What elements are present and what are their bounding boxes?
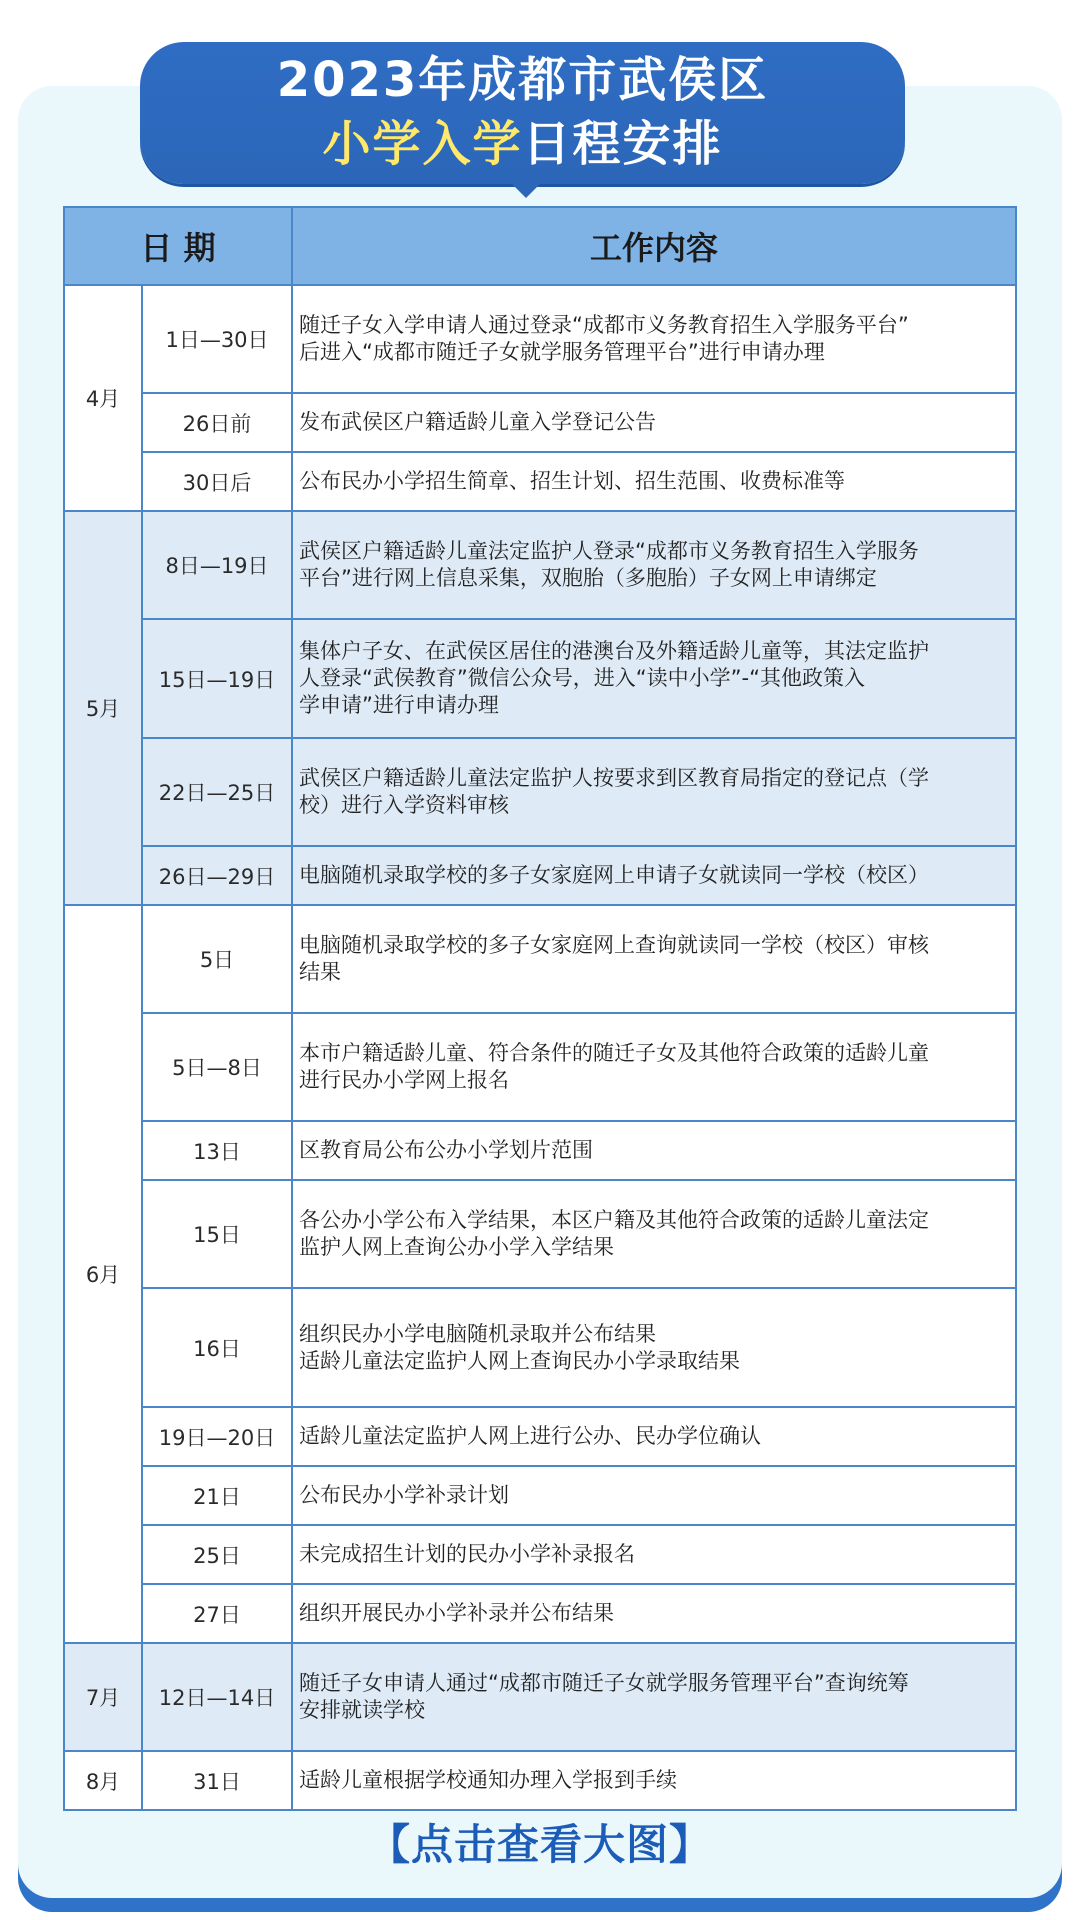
table-row bbox=[64, 619, 1016, 738]
content-cell bbox=[292, 905, 1016, 1013]
content-line: 人登录“武侯教育”微信公众号，进入“读中小学”-“其他政策入 bbox=[299, 666, 865, 690]
content-line: 进行民办小学网上报名 bbox=[299, 1068, 509, 1092]
content-line: 适龄儿童根据学校通知办理入学报到手续 bbox=[299, 1768, 677, 1792]
content-header: 工作内容 bbox=[292, 207, 1016, 285]
day-cell: 25日 bbox=[142, 1525, 292, 1584]
content-cell bbox=[292, 285, 1016, 393]
table-row bbox=[64, 1751, 1016, 1810]
content-cell bbox=[292, 1407, 1016, 1466]
day-cell: 15日 bbox=[142, 1180, 292, 1288]
month-cell-august: 8月 bbox=[64, 1751, 142, 1810]
content-line: 武侯区户籍适龄儿童法定监护人登录“成都市义务教育招生入学服务 bbox=[299, 539, 919, 563]
day-cell: 26日前 bbox=[142, 393, 292, 452]
month-cell-july: 7月 bbox=[64, 1643, 142, 1751]
month-cell-may: 5月 bbox=[64, 511, 142, 905]
date-header: 日 期 bbox=[64, 207, 292, 285]
table-row bbox=[64, 738, 1016, 846]
day-cell: 22日—25日 bbox=[142, 738, 292, 846]
day-cell: 5日—8日 bbox=[142, 1013, 292, 1121]
content-line: 随迁子女申请人通过“成都市随迁子女就学服务管理平台”查询统筹 bbox=[299, 1671, 909, 1695]
content-line: 学申请”进行申请办理 bbox=[299, 693, 499, 717]
content-line: 安排就读学校 bbox=[299, 1698, 425, 1722]
table-row bbox=[64, 285, 1016, 393]
title-highlight: 小学入学 bbox=[322, 116, 523, 172]
table-row bbox=[64, 846, 1016, 905]
table-row bbox=[64, 1525, 1016, 1584]
month-cell-june: 6月 bbox=[64, 905, 142, 1643]
view-large-image-link[interactable]: 【点击查看大图】 bbox=[367, 1820, 712, 1869]
day-cell: 5日 bbox=[142, 905, 292, 1013]
content-line: 区教育局公布公办小学划片范围 bbox=[299, 1138, 593, 1162]
table-row bbox=[64, 452, 1016, 511]
day-cell: 21日 bbox=[142, 1466, 292, 1525]
content-line: 发布武侯区户籍适龄儿童入学登记公告 bbox=[299, 410, 656, 434]
content-cell bbox=[292, 1466, 1016, 1525]
table-row bbox=[64, 1407, 1016, 1466]
content-cell bbox=[292, 1180, 1016, 1288]
content-cell bbox=[292, 1013, 1016, 1121]
content-line: 随迁子女入学申请人通过登录“成都市义务教育招生入学服务平台” bbox=[299, 313, 909, 337]
day-cell: 31日 bbox=[142, 1751, 292, 1810]
content-line: 公布民办小学补录计划 bbox=[299, 1483, 509, 1507]
table-row bbox=[64, 1121, 1016, 1180]
content-cell bbox=[292, 1751, 1016, 1810]
content-cell bbox=[292, 1121, 1016, 1180]
content-line: 平台”进行网上信息采集，双胞胎（多胞胎）子女网上申请绑定 bbox=[299, 566, 877, 590]
title-line-1: 2023年成都市武侯区 bbox=[276, 52, 769, 108]
content-cell bbox=[292, 738, 1016, 846]
table-row bbox=[64, 905, 1016, 1013]
content-line: 电脑随机录取学校的多子女家庭网上申请子女就读同一学校（校区） bbox=[299, 863, 929, 887]
content-cell bbox=[292, 1525, 1016, 1584]
table-row bbox=[64, 511, 1016, 619]
content-line: 电脑随机录取学校的多子女家庭网上查询就读同一学校（校区）审核 bbox=[299, 933, 929, 957]
table-row bbox=[64, 1180, 1016, 1288]
table-row bbox=[64, 1013, 1016, 1121]
content-line: 后进入“成都市随迁子女就学服务管理平台”进行申请办理 bbox=[299, 340, 825, 364]
content-cell bbox=[292, 1288, 1016, 1407]
title-line-2 bbox=[140, 116, 905, 172]
content-line: 集体户子女、在武侯区居住的港澳台及外籍适龄儿童等，其法定监护 bbox=[299, 639, 929, 663]
day-cell: 16日 bbox=[142, 1288, 292, 1407]
schedule-table bbox=[63, 206, 1017, 1811]
content-cell bbox=[292, 619, 1016, 738]
day-cell: 27日 bbox=[142, 1584, 292, 1643]
day-cell: 26日—29日 bbox=[142, 846, 292, 905]
table-row bbox=[64, 393, 1016, 452]
content-line: 武侯区户籍适龄儿童法定监护人按要求到区教育局指定的登记点（学 bbox=[299, 766, 929, 790]
content-cell bbox=[292, 511, 1016, 619]
content-cell bbox=[292, 1584, 1016, 1643]
day-cell: 1日—30日 bbox=[142, 285, 292, 393]
title-banner bbox=[140, 42, 905, 184]
content-cell bbox=[292, 1643, 1016, 1751]
day-cell: 30日后 bbox=[142, 452, 292, 511]
table-header-row bbox=[64, 207, 1016, 285]
content-cell bbox=[292, 846, 1016, 905]
day-cell: 8日—19日 bbox=[142, 511, 292, 619]
month-cell-april: 4月 bbox=[64, 285, 142, 511]
day-cell: 12日—14日 bbox=[142, 1643, 292, 1751]
content-line: 未完成招生计划的民办小学补录报名 bbox=[299, 1542, 635, 1566]
content-line: 各公办小学公布入学结果，本区户籍及其他符合政策的适龄儿童法定 bbox=[299, 1208, 929, 1232]
content-line: 组织开展民办小学补录并公布结果 bbox=[299, 1601, 614, 1625]
title-line-2-rest: 日程安排 bbox=[522, 116, 723, 172]
content-line: 适龄儿童法定监护人网上进行公办、民办学位确认 bbox=[299, 1424, 761, 1448]
day-cell: 15日—19日 bbox=[142, 619, 292, 738]
table-row bbox=[64, 1466, 1016, 1525]
content-line: 校）进行入学资料审核 bbox=[299, 793, 509, 817]
content-line: 监护人网上查询公办小学入学结果 bbox=[299, 1235, 614, 1259]
content-cell bbox=[292, 452, 1016, 511]
content-line: 适龄儿童法定监护人网上查询民办小学录取结果 bbox=[299, 1348, 740, 1373]
day-cell: 19日—20日 bbox=[142, 1407, 292, 1466]
content-line: 本市户籍适龄儿童、符合条件的随迁子女及其他符合政策的适龄儿童 bbox=[299, 1041, 929, 1065]
table-row bbox=[64, 1288, 1016, 1407]
table-row bbox=[64, 1643, 1016, 1751]
content-line: 结果 bbox=[299, 960, 341, 984]
content-cell bbox=[292, 393, 1016, 452]
content-line: 公布民办小学招生简章、招生计划、招生范围、收费标准等 bbox=[299, 469, 845, 493]
content-line: 组织民办小学电脑随机录取并公布结果 bbox=[299, 1321, 656, 1346]
day-cell: 13日 bbox=[142, 1121, 292, 1180]
table-row bbox=[64, 1584, 1016, 1643]
